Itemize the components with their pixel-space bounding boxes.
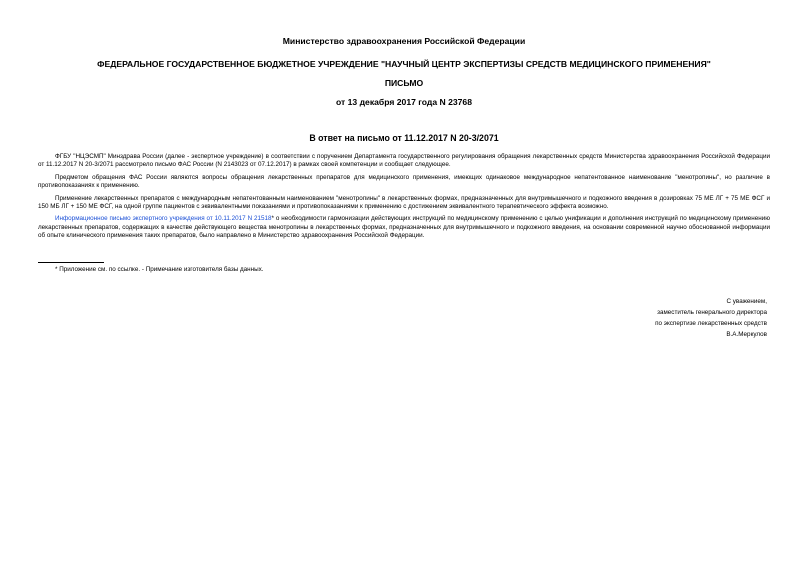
signature-position-detail: по экспертизе лекарственных средств bbox=[655, 320, 767, 327]
footnote-text: * Приложение см. по ссылке. - Примечание изготовителя базы данных. bbox=[55, 266, 264, 273]
document-date-number: от 13 декабря 2017 года N 23768 bbox=[336, 97, 472, 107]
letter-body bbox=[38, 153, 770, 245]
signature-position: заместитель генерального директора bbox=[657, 309, 767, 316]
info-letter-link[interactable]: Информационное письмо экспертного учреждения от 10.11.2017 N 21518 bbox=[55, 215, 272, 223]
paragraph-2: Предметом обращения ФАС России являются вопросы обращения лекарственных препаратов для медицинского применения, имеющих одинаковое международное непатентованное наименование "менотропины", но различие в противопоказаниях к применению. bbox=[38, 173, 770, 190]
ministry-name: Министерство здравоохранения Российской Федерации bbox=[282, 36, 526, 46]
paragraph-1: ФГБУ "НЦЭСМП" Минздрава России (далее - экспертное учреждение) в соответствии с поручением Департамента государственного регулирования обращения лекарственных средств Министерства здравоохранения Российской Федерации от 11.12.2017 N 20-3/2071 рассмотрело письмо ФАС России (N 2143023 от 07.12.2017) в рамках своей компетенции и сообщает следующее. bbox=[38, 153, 770, 169]
paragraph-3: Применение лекарственных препаратов с международным непатентованным наименованием "менотропины" в лекарственных формах, предназначенных для внутримышечного и подкожного введения в дозировках 75 МЕ ЛГ + 75 МЕ ФСГ и 150 МБ ЛГ + 150 МЕ ФСГ, на одной группе пациентов с эквивалентными показаниями и противопоказаниями к применению с достижением эквивалентного терапевтического эффекта возможно. bbox=[38, 194, 770, 211]
signature-block bbox=[655, 296, 767, 340]
organization-name: ФЕДЕРАЛЬНОЕ ГОСУДАРСТВЕННОЕ БЮДЖЕТНОЕ УЧРЕЖДЕНИЕ "НАУЧНЫЙ ЦЕНТР ЭКСПЕРТИЗЫ СРЕДСТВ МЕДИЦИНСКОГО ПРИМЕНЕНИЯ" bbox=[97, 59, 711, 69]
footnote-divider bbox=[38, 262, 104, 263]
paragraph-4 bbox=[38, 215, 770, 240]
reply-reference-title: В ответ на письмо от 11.12.2017 N 20-3/2071 bbox=[309, 133, 499, 143]
signature-name: В.А.Меркулов bbox=[726, 331, 767, 338]
signature-closing: С уважением, bbox=[726, 298, 767, 305]
paragraph-4-text: * о необходимости гармонизации действующих инструкций по медицинскому применению с целью унификации и дополнения инструкций по медицинскому применению лекарственных препаратов, содержащих в качестве действующего вещества менотропины в лекарственных формах, предназначенных для внутримышечного и подкожного введения, на основании современной научно обоснованной информации об опыте клинического применения таких препаратов, было направлено в Министерство здравоохранения Российской Федерации. bbox=[38, 215, 770, 240]
document-type: ПИСЬМО bbox=[384, 78, 424, 88]
